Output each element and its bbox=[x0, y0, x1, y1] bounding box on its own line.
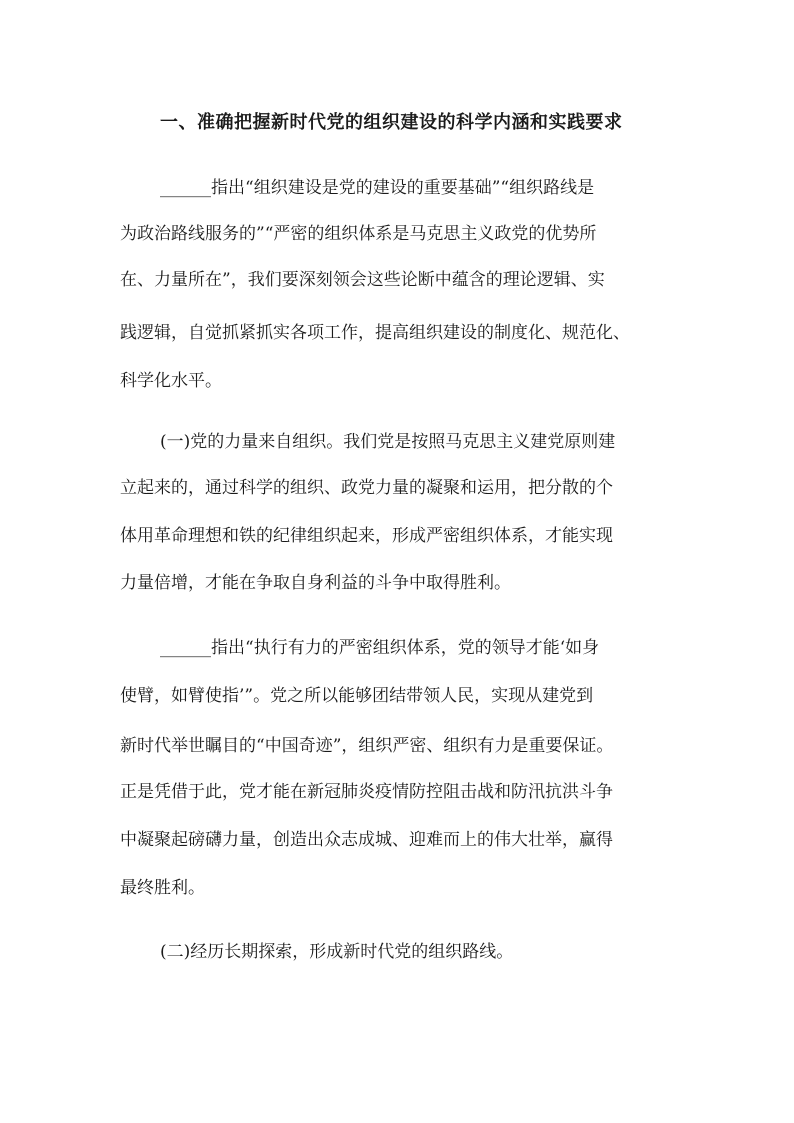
paragraph-3-line-4: 正是凭借于此，党才能在新冠肺炎疫情防控阻击战和防汛抗洪斗争 bbox=[120, 782, 613, 802]
paragraph-3-line-5: 中凝聚起磅礴力量，创造出众志成城、迎难而上的伟大壮举，赢得 bbox=[120, 830, 613, 850]
paragraph-1-line-2: 为政治路线服务的”“严密的组织体系是马克思主义政党的优势所 bbox=[120, 224, 597, 244]
paragraph-2-line-1: (一)党的力量来自组织。我们党是按照马克思主义建党原则建 bbox=[160, 432, 616, 452]
paragraph-1-line-5: 科学化水平。 bbox=[120, 371, 222, 391]
paragraph-3-line-1: ______指出“执行有力的严密组织体系，党的领导才能‘如身 bbox=[160, 638, 600, 658]
paragraph-4-line-1: (二)经历长期探索，形成新时代党的组织路线。 bbox=[160, 942, 514, 962]
paragraph-3-line-6: 最终胜利。 bbox=[120, 878, 205, 898]
paragraph-2-line-4: 力量倍增，才能在争取自身利益的斗争中取得胜利。 bbox=[120, 573, 511, 593]
section-heading: 一、准确把握新时代党的组织建设的科学内涵和实践要求 bbox=[160, 112, 623, 133]
paragraph-2-line-2: 立起来的，通过科学的组织、政党力量的凝聚和运用，把分散的个 bbox=[120, 478, 613, 498]
paragraph-3-line-3: 新时代举世瞩目的“中国奇迹”，组织严密、组织有力是重要保证。 bbox=[120, 736, 614, 756]
paragraph-3-line-2: 使臂，如臂使指’”。党之所以能够团结带领人民，实现从建党到 bbox=[120, 686, 594, 706]
paragraph-1-line-3: 在、力量所在”，我们要深刻领会这些论断中蕴含的理论逻辑、实 bbox=[120, 270, 605, 290]
paragraph-1-line-1: ______指出“组织建设是党的建设的重要基础”“组织路线是 bbox=[160, 178, 595, 198]
paragraph-1-line-4: 践逻辑，自觉抓紧抓实各项工作，提高组织建设的制度化、规范化、 bbox=[120, 323, 630, 343]
paragraph-2-line-3: 体用革命理想和铁的纪律组织起来，形成严密组织体系，才能实现 bbox=[120, 526, 613, 546]
